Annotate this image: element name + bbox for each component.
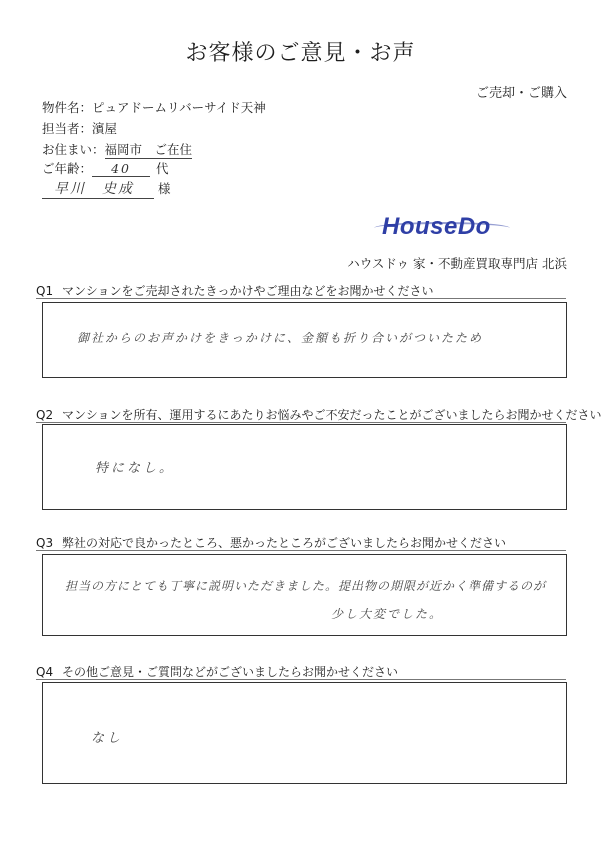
answer-box-1 (42, 302, 567, 378)
divider (36, 422, 566, 423)
age-value: 40 (92, 161, 150, 177)
address-value: 福岡市 ご在住 (104, 142, 193, 157)
question-1 (36, 282, 433, 299)
answer-text: 担当の方にとても丁寧に説明いただきました。提出物の期限が近かく準備するのが (65, 579, 547, 593)
name-row (42, 178, 171, 199)
store-name: ハウスドゥ 家・不動産買取専門店 北浜 (347, 256, 567, 271)
answer-text: 特になし。 (95, 461, 176, 476)
age-row (42, 159, 169, 177)
question-text: その他ご意見・ご質問などがございましたらお聞かせください (62, 665, 399, 679)
question-number: Q1 (36, 284, 54, 298)
name-suffix: 様 (158, 181, 171, 196)
question-number: Q3 (36, 536, 54, 550)
divider (36, 550, 566, 551)
question-2 (36, 406, 601, 423)
logo-text: HouseDo (382, 213, 491, 240)
divider (36, 298, 566, 299)
question-4 (36, 663, 398, 680)
answer-text: なし (91, 731, 124, 746)
property-value: ピュアドームリバーサイド天神 (92, 100, 266, 115)
age-suffix: 代 (156, 161, 169, 176)
property-row (42, 98, 266, 116)
question-number: Q2 (36, 408, 54, 422)
housedo-logo (382, 213, 491, 241)
answer-text: 少し大変でした。 (331, 607, 444, 621)
property-label: 物件名： (42, 100, 93, 115)
staff-row (42, 119, 117, 137)
staff-value: 濱屋 (92, 121, 118, 136)
transaction-type: ご売却・ご購入 (475, 86, 567, 101)
answer-box-2 (42, 424, 567, 510)
question-number: Q4 (36, 665, 54, 679)
divider (36, 679, 566, 680)
customer-name: 早川 史成 (42, 178, 154, 199)
answer-box-4 (42, 682, 567, 784)
question-text: マンションを所有、運用するにあたりお悩みやご不安だったことがございましたらお聞かせください (62, 408, 601, 422)
address-label: お住まい： (42, 142, 105, 157)
page-title: お客様のご意見・お声 (185, 41, 416, 66)
answer-box-3 (42, 554, 567, 636)
answer-text: 御社からのお声かけをきっかけに、金額も折り合いがついたため (77, 331, 484, 345)
address-row (42, 140, 192, 159)
question-3 (36, 534, 506, 551)
question-text: マンションをご売却されたきっかけやご理由などをお聞かせください (62, 284, 434, 298)
staff-label: 担当者： (42, 121, 93, 136)
logo-swoosh-icon (374, 222, 510, 234)
question-text: 弊社の対応で良かったところ、悪かったところがございましたらお聞かせください (62, 536, 507, 550)
age-label: ご年齢： (42, 161, 93, 176)
